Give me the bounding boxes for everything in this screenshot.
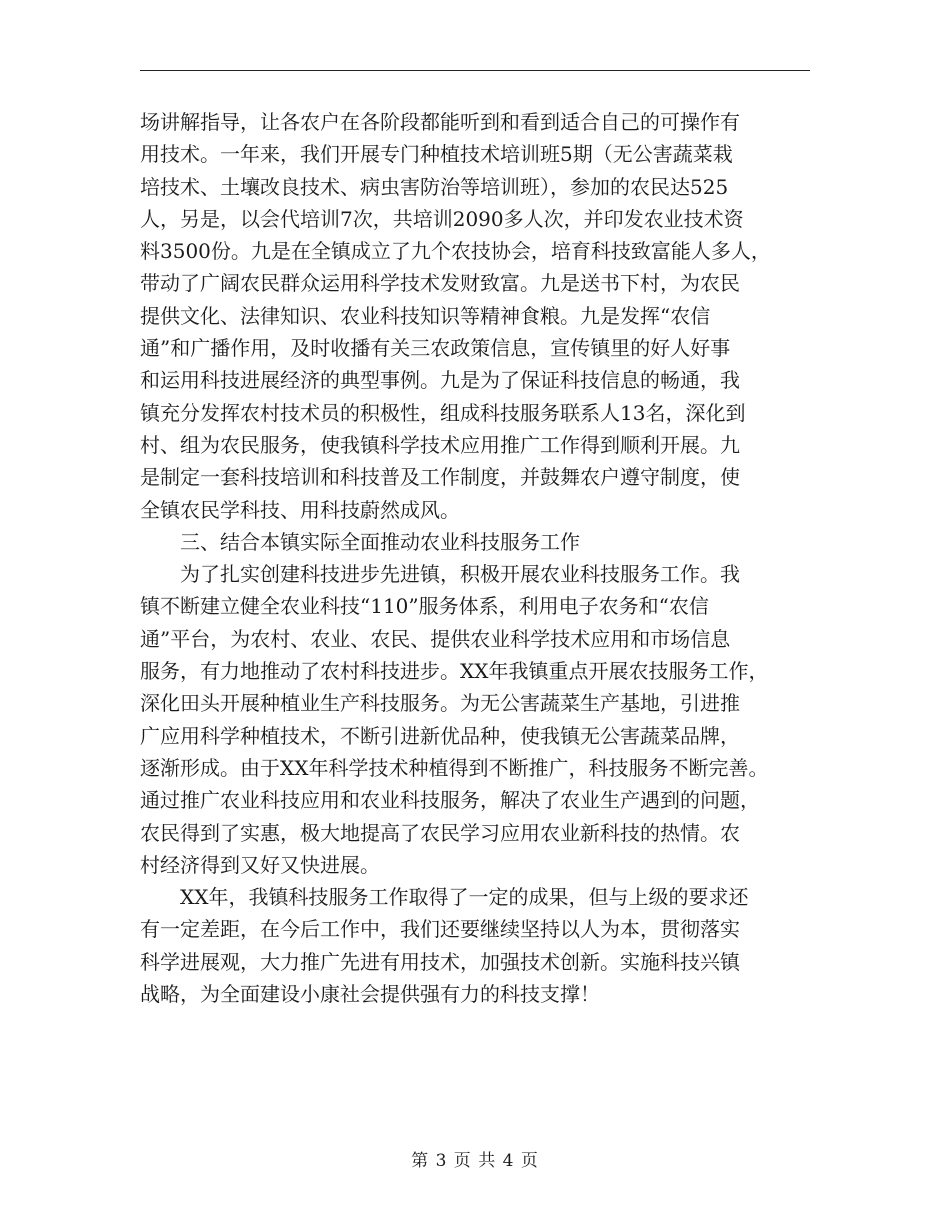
text-line: 科学进展观，大力推广先进有用技术，加强技术创新。实施科技兴镇	[140, 949, 740, 974]
text-line: 提供文化、法律知识、农业科技知识等精神食粮。九是发挥“农信	[140, 303, 711, 328]
text-line: 是制定一套科技培训和科技普及工作制度，并鼓舞农户遵守制度，使	[140, 465, 740, 490]
text-line: 村经济得到又好又快进展。	[140, 852, 380, 877]
text-line: 通”和广播作用，及时收播有关三农政策信息，宣传镇里的好人好事	[140, 336, 731, 361]
text-line: 农民得到了实惠，极大地提高了农民学习应用农业新科技的热情。农	[140, 820, 740, 845]
text-line: 通”平台，为农村、农业、农民、提供农业科学技术应用和市场信息	[140, 626, 731, 651]
text-line: 镇不断建立健全农业科技“110”服务体系，利用电子农务和“农信	[140, 594, 709, 619]
page-number-footer: 第 3 页 共 4 页	[411, 1151, 539, 1171]
text-line: 人，另是，以会代培训7次，共培训2090多人次，并印发农业技术资	[140, 206, 744, 231]
text-line: 服务，有力地推动了农村科技进步。XX年我镇重点开展农技服务工作，	[140, 659, 769, 684]
text-line: 和运用科技进展经济的典型事例。九是为了保证科技信息的畅通，我	[140, 368, 740, 393]
section-heading: 三、结合本镇实际全面推动农业科技服务工作	[140, 529, 580, 554]
text-line: 通过推广农业科技应用和农业科技服务，解决了农业生产遇到的问题，	[140, 788, 760, 813]
text-line: 战略，为全面建设小康社会提供强有力的科技支撑！	[140, 982, 600, 1007]
text-line: 料3500份。九是在全镇成立了九个农技协会，培育科技致富能人多人，	[140, 239, 771, 264]
text-line: 村、组为农民服务，使我镇科学技术应用推广工作得到顺利开展。九	[140, 432, 740, 457]
text-line: 全镇农民学科技、用科技蔚然成风。	[140, 497, 460, 522]
text-line: 广应用科学种植技术，不断引进新优品种，使我镇无公害蔬菜品牌，	[140, 723, 740, 748]
document-body	[140, 106, 820, 1010]
text-line: 深化田头开展种植业生产科技服务。为无公害蔬菜生产基地，引进推	[140, 691, 740, 716]
text-line: 为了扎实创建科技进步先进镇，积极开展农业科技服务工作。我	[140, 562, 740, 587]
header-rule	[140, 70, 810, 71]
text-line: XX年，我镇科技服务工作取得了一定的成果，但与上级的要求还	[140, 885, 749, 910]
text-line: 场讲解指导，让各农户在各阶段都能听到和看到适合自己的可操作有	[140, 110, 740, 134]
text-line: 有一定差距，在今后工作中，我们还要继续坚持以人为本，贯彻落实	[140, 917, 740, 942]
text-line: 逐渐形成。由于XX年科学技术种植得到不断推广，科技服务不断完善。	[140, 755, 769, 780]
text-line: 用技术。一年来，我们开展专门种植技术培训班5期（无公害蔬菜栽	[140, 142, 733, 167]
text-line: 带动了广阔农民群众运用科学技术发财致富。九是送书下村，为农民	[140, 271, 740, 296]
text-line: 镇充分发挥农村技术员的积极性，组成科技服务联系人13名，深化到	[140, 400, 746, 425]
text-line: 培技术、土壤改良技术、病虫害防治等培训班），参加的农民达525	[140, 174, 729, 199]
